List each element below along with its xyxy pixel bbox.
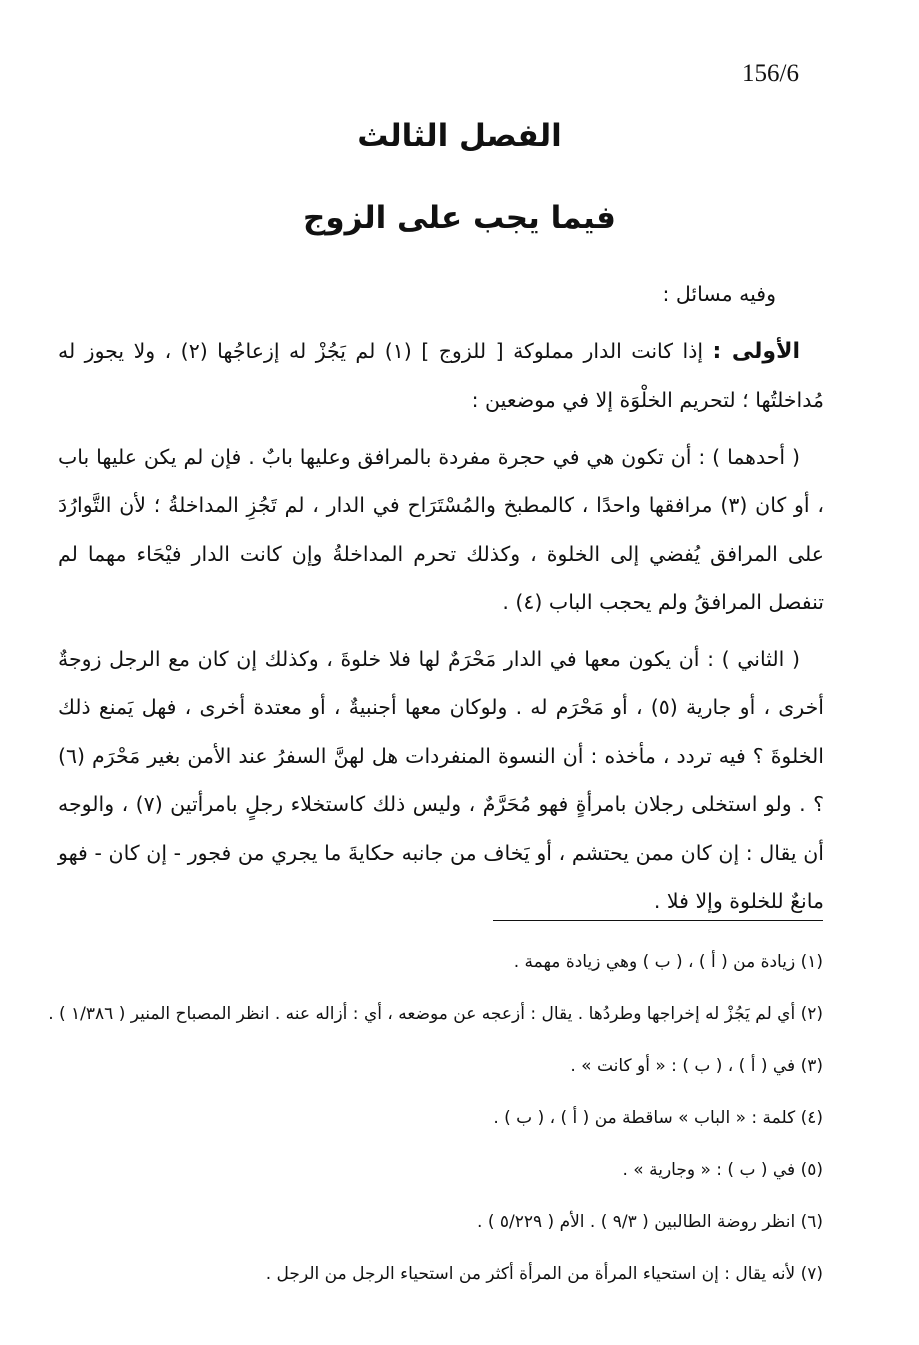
intro-line: وفيه مسائل : <box>662 282 776 306</box>
footnotes <box>43 938 823 1302</box>
footnote: (٤) كلمة : « الباب » ساقطة من ( أ ) ، ( ب ) . <box>493 1108 823 1128</box>
page-number: 156/6 <box>742 60 799 87</box>
footnote: (٦) انظر روضة الطالبين ( ٩/٣ ) . الأم ( ٥/٢٢٩ ) . <box>477 1212 823 1232</box>
footnote: (٧) لأنه يقال : إن استحياء المرأة من المرأة أكثر من استحياء الرجل من الرجل . <box>265 1264 823 1284</box>
paragraph-label: الأولى : <box>712 338 801 364</box>
footnote: (٣) في ( أ ) ، ( ب ) : « أو كانت » . <box>570 1056 823 1076</box>
footnote: (٢) أي لم يَجُزْ له إخراجها وطردُها . يقال : أزعجه عن موضعه ، أي : أزاله عنه . انظر المصباح المنير ( ١/٣٨٦ ) . <box>48 1004 823 1024</box>
footnote: (١) زيادة من ( أ ) ، ( ب ) وهي زيادة مهمة . <box>513 952 823 972</box>
paragraph-second-case: ( الثاني ) : أن يكون معها في الدار مَحْرَمٌ لها فلا خلوةَ ، وكذلك إن كان مع الرجل زوجةٌ أخرى ، أو جارية (٥) ، أو مَحْرَم له . ولوكان معها أجنبيةٌ ، أو معتدة أخرى ، فهل يَمنع ذلك الخلوةَ ؟ فيه تردد ، مأخذه : أن النسوة المنفردات هل لهنَّ السفرُ عند الأمن بغير مَحْرَم (٦) ؟ . ولو استخلى رجلان بامرأةٍ فهو مُحَرَّمٌ ، وليس ذلك كاستخلاء رجلٍ بامرأتين (٧) ، والوجه أن يقال : إن كان ممن يحتشم ، أو يَخاف من جانبه حكايةَ ما يجري من فجور - إن كان - فهو مانعٌ للخلوة وإلا فلا . <box>58 646 824 913</box>
paragraph-first <box>58 327 824 425</box>
main-text <box>58 270 824 926</box>
paragraph-text: إذا كانت الدار مملوكة [ للزوج ] (١) لم يَجُزْ له إزعاجُها (٢) ، ولا يجوز له مُداخلتُها ؛ لتحريم الخلْوَة إلا في موضعين : <box>58 338 824 412</box>
section-title: فيما يجب على الزوج <box>303 200 616 236</box>
paragraph-first-case: ( أحدهما ) : أن تكون هي في حجرة مفردة بالمرافق وعليها بابٌ . فإن لم يكن عليها باب ، أو كان (٣) مرافقها واحدًا ، كالمطبخ والمُسْتَرَاح في الدار ، لم تَجُزِ المداخلةُ ؛ لأن التَّوارُدَ على المرافق يُفضي إلى الخلوة ، وكذلك تحرم المداخلةُ وإن كانت الدار فيْحَاء مهما لم تنفصل المرافقُ ولم يحجب الباب (٤) . <box>58 444 824 614</box>
footnote-separator <box>493 920 823 921</box>
footnote: (٥) في ( ب ) : « وجارية » . <box>622 1160 823 1180</box>
chapter-title: الفصل الثالث <box>357 118 562 154</box>
